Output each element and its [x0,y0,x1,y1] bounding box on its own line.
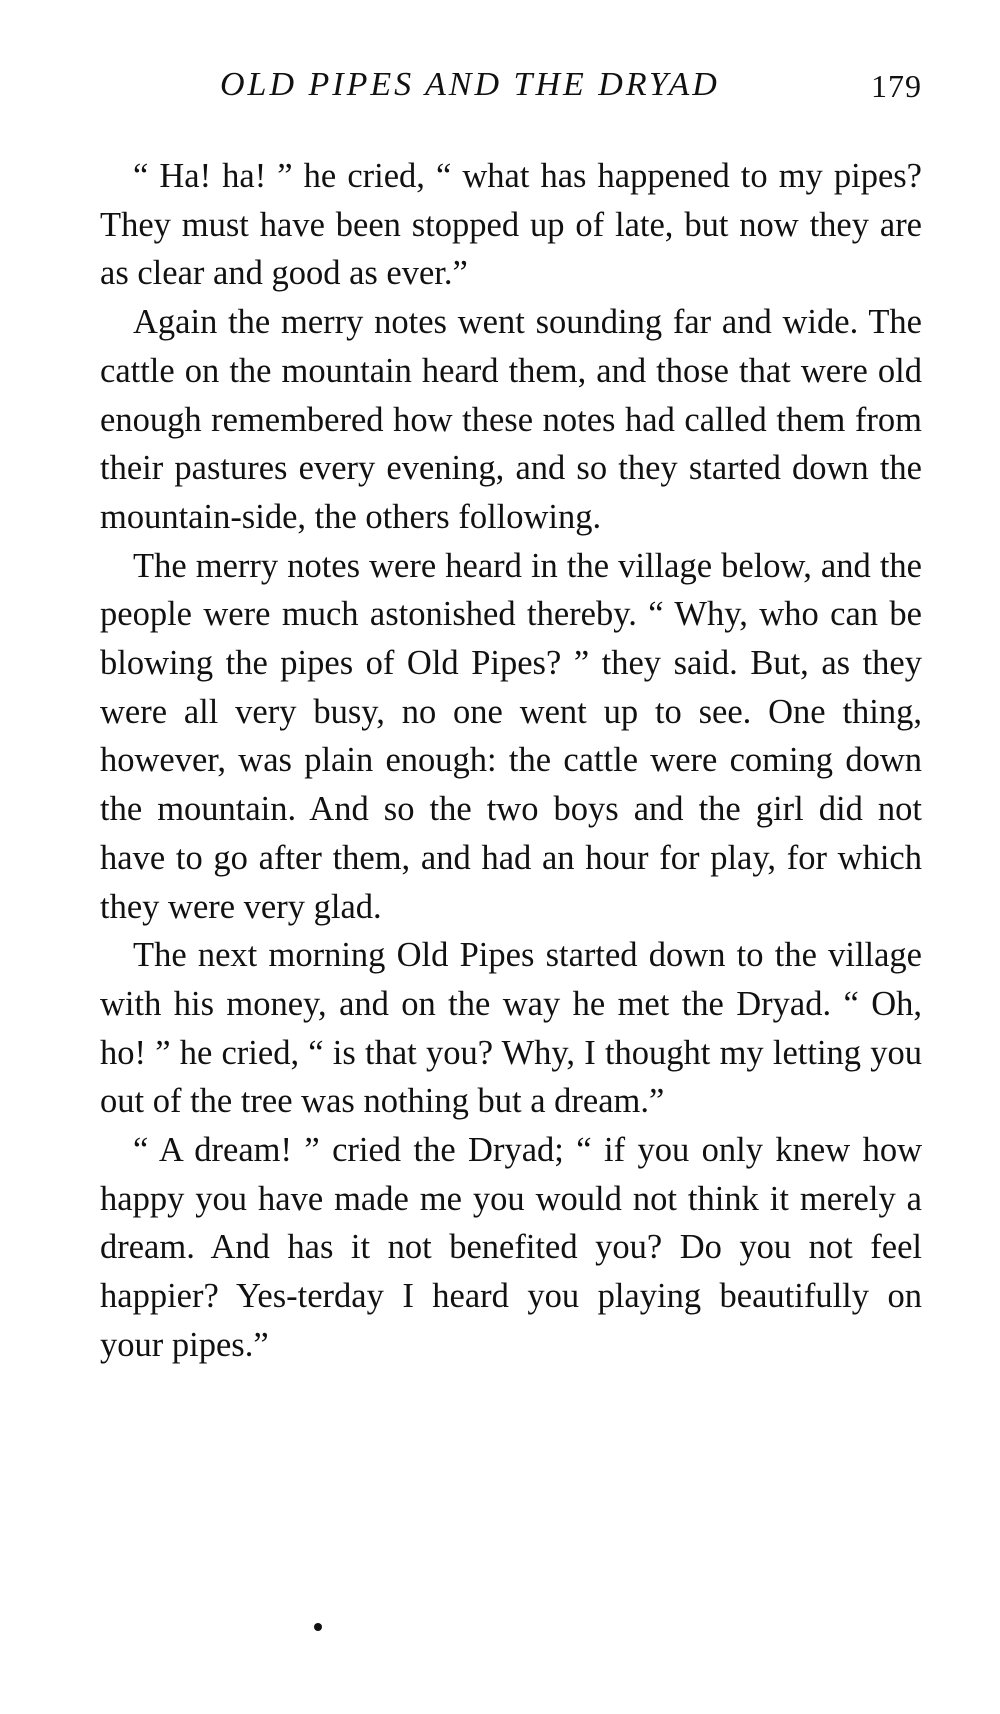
paragraph-4: The next morning Old Pipes started down to the village with his money, and on the way he met the Dryad. “ Oh, ho! ” he cried, “ is that you? Why, I thought my letting you out of the tree was nothing but a dream.” [100,936,922,1121]
paragraph-2: Again the merry notes went sounding far and wide. The cattle on the mountain heard them, and those that were old enough remembered how these notes had called them from their pastures every evening, and so they started down the mountain-side, the others following. [100,303,922,536]
running-head [100,66,922,110]
paragraph-5: “ A dream! ” cried the Dryad; “ if you only knew how happy you have made me you would not think it merely a dream. And has it not benefited you? Do you not feel happier? Yes-terday I heard you playing beautifully on your pipes.” [100,1131,922,1364]
bottom-dot-mark [314,1623,322,1631]
body-text [100,152,922,1370]
running-title: OLD PIPES AND THE DRYAD [220,66,720,103]
paragraph-3: The merry notes were heard in the village below, and the people were much astonished thereby. “ Why, who can be blowing the pipes of Old Pipes? ” they said. But, as they were all very busy, no one went up to see. One thing, however, was plain enough: the cattle were coming down the mountain. And so the two boys and the girl did not have to go after them, and had an hour for play, for which they were very glad. [100,546,922,926]
paragraph-1: “ Ha! ha! ” he cried, “ what has happened to my pipes? They must have been stopped up of late, but now they are as clear and good as ever.” [100,157,922,293]
page-number: 179 [871,68,922,104]
